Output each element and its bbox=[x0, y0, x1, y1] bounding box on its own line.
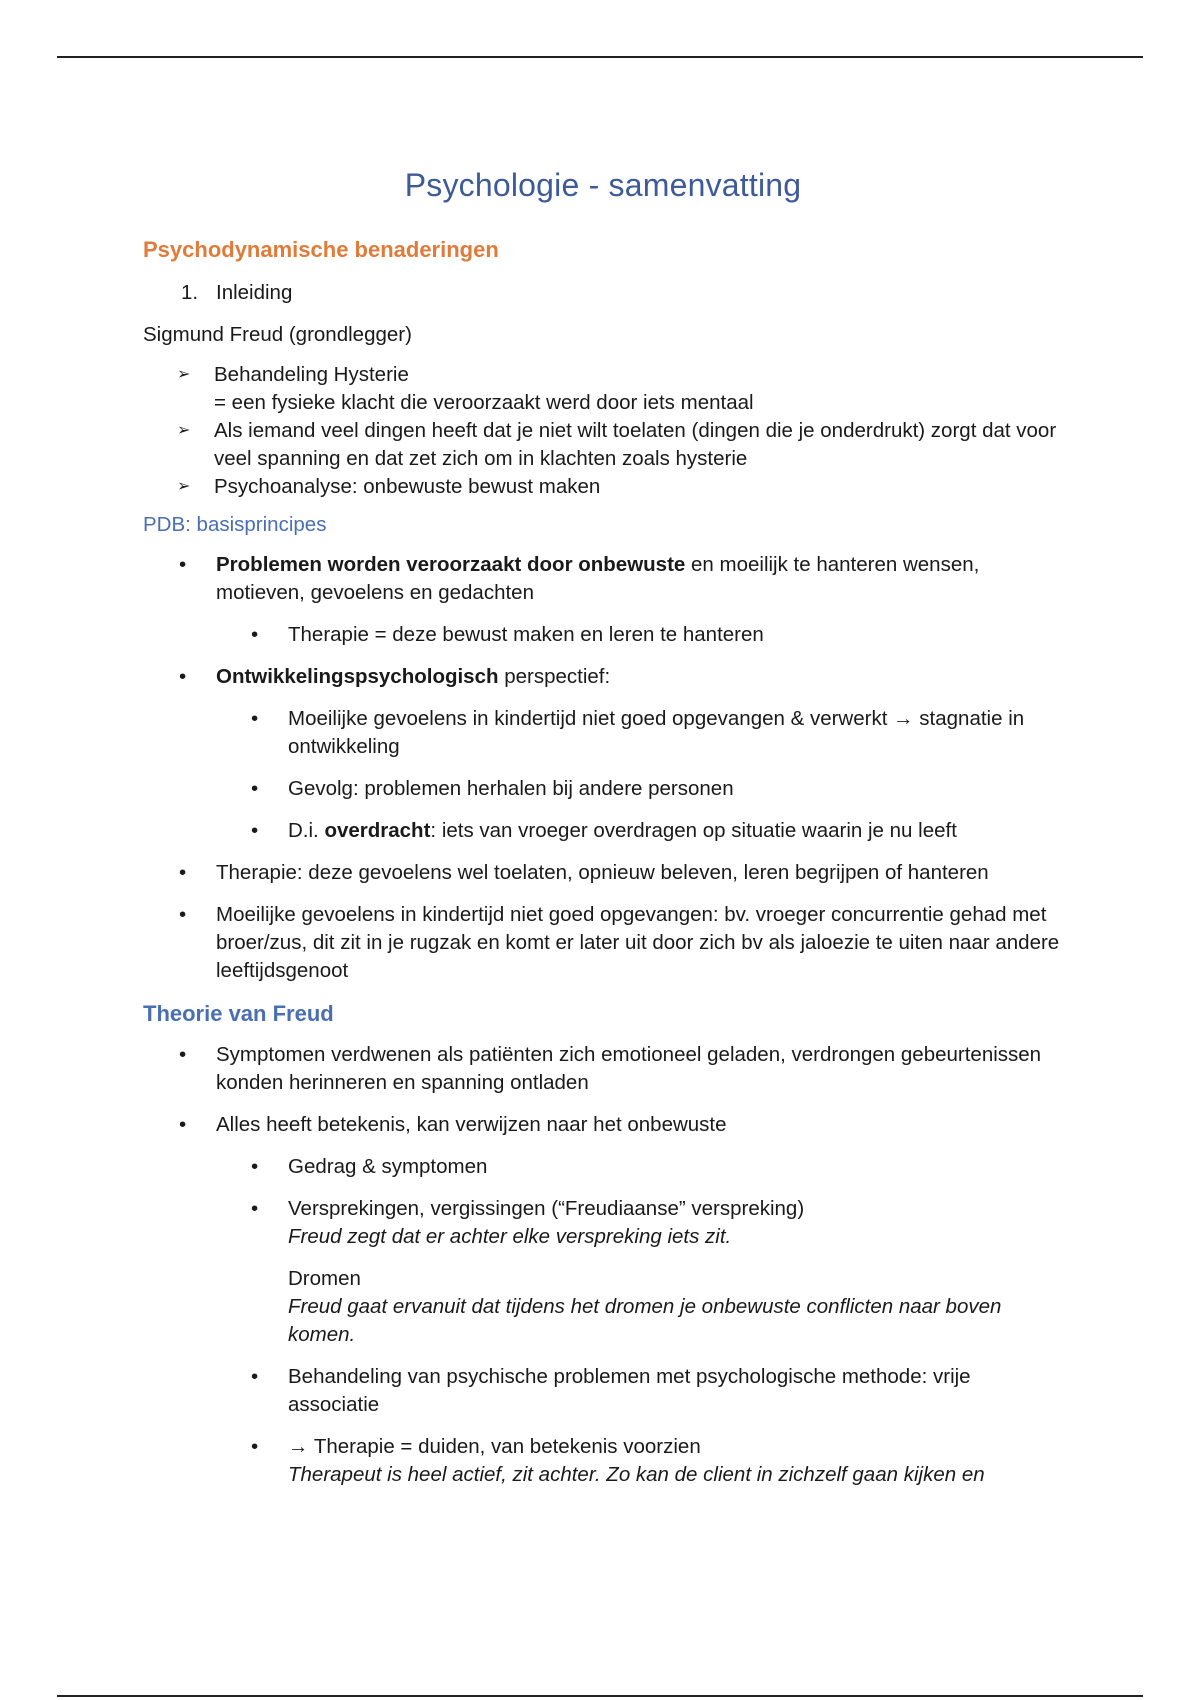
bullet-icon: • bbox=[251, 623, 259, 646]
bullet-icon: • bbox=[179, 553, 187, 576]
text-rest: : iets van vroeger overdragen op situatie waarin je nu leeft bbox=[430, 819, 957, 842]
list-item-text: Therapie: deze gevoelens wel toelaten, opnieuw beleven, leren begrijpen of hanteren bbox=[216, 861, 989, 884]
bullet-icon: • bbox=[251, 1155, 259, 1178]
sub-bullet-item bbox=[251, 1153, 1063, 1181]
subheading-basisprincipes: PDB: basisprincipes bbox=[143, 513, 327, 536]
arrow-list-item bbox=[177, 361, 1063, 417]
bullet-icon: • bbox=[179, 1043, 187, 1066]
section-heading-freud: Theorie van Freud bbox=[143, 1001, 334, 1026]
italic-note: Therapeut is heel actief, zit achter. Zo kan de client in zichzelf gaan kijken en bbox=[288, 1463, 985, 1486]
numbered-item-text: Inleiding bbox=[216, 281, 293, 304]
bold-text: Ontwikkelingspsychologisch bbox=[216, 665, 499, 688]
text-pre: D.i. bbox=[288, 819, 325, 842]
sub-bullet-item bbox=[251, 1363, 1063, 1419]
list-item-text bbox=[288, 817, 957, 845]
bullet-icon: • bbox=[251, 1197, 259, 1220]
sub-bullet-item bbox=[251, 775, 1063, 803]
page-title: Psychologie - samenvatting bbox=[404, 167, 802, 203]
bullet-item bbox=[179, 663, 1063, 691]
arrow-list bbox=[143, 361, 1063, 501]
list-number: 1. bbox=[181, 281, 199, 304]
sub-bullet-item bbox=[251, 705, 1063, 761]
text-rest: perspectief: bbox=[498, 665, 611, 688]
bullet-icon: • bbox=[251, 819, 259, 842]
bold-text: Problemen worden veroorzaakt door onbewuste bbox=[216, 553, 686, 576]
list-item-text: Moeilijke gevoelens in kindertijd niet goed opgevangen & verwerkt → stagnatie in ontwikkeling bbox=[288, 707, 1025, 758]
list-item-text: Alles heeft betekenis, kan verwijzen naar het onbewuste bbox=[216, 1113, 727, 1136]
header-rule bbox=[57, 56, 1143, 58]
sub-bullet-item bbox=[251, 621, 1063, 649]
italic-note: Freud zegt dat er achter elke verspreking iets zit. bbox=[288, 1225, 732, 1248]
bullet-icon: • bbox=[179, 1113, 187, 1136]
list-item-text bbox=[216, 551, 1063, 607]
bullet-item bbox=[179, 901, 1063, 985]
list-item-text bbox=[216, 663, 610, 691]
arrow-list-item bbox=[177, 417, 1063, 473]
bullet-icon: • bbox=[251, 707, 259, 730]
text-rest: en moeilijk te hanteren wensen, motieven, gevoelens en gedachten bbox=[216, 553, 980, 604]
italic-note: Freud gaat ervanuit dat tijdens het dromen je onbewuste conflicten naar boven komen. bbox=[288, 1295, 1002, 1346]
list-item-text: Moeilijke gevoelens in kindertijd niet goed opgevangen: bv. vroeger concurrentie gehad met broer/zus, dit zit in je rugzak en komt er later uit door zich bv als jaloezie te uiten naar andere leeftijdsgenoot bbox=[216, 903, 1060, 982]
document-page bbox=[143, 160, 1063, 1503]
arrow-bullet-icon: ➢ bbox=[177, 422, 191, 439]
list-item-text: Behandeling Hysterie bbox=[214, 363, 409, 386]
list-item-text: Therapie = deze bewust maken en leren te hanteren bbox=[288, 623, 764, 646]
bold-text: overdracht bbox=[324, 819, 431, 842]
bullet-item bbox=[179, 859, 1063, 887]
list-item-text: Gevolg: problemen herhalen bij andere personen bbox=[288, 777, 734, 800]
bullet-icon: • bbox=[251, 1365, 259, 1388]
dromen-block bbox=[288, 1265, 1063, 1349]
list-item-text: Als iemand veel dingen heeft dat je niet wilt toelaten (dingen die je onderdrukt) zorgt dat voor veel spanning en dat zet zich om in klachten zoals hysterie bbox=[214, 419, 1057, 470]
arrow-bullet-icon: ➢ bbox=[177, 366, 191, 383]
list-item-text: Psychoanalyse: onbewuste bewust maken bbox=[214, 475, 601, 498]
sub-bullet-item bbox=[251, 817, 1063, 845]
bullet-icon: • bbox=[179, 665, 187, 688]
bullet-item bbox=[179, 1041, 1063, 1097]
bullet-icon: • bbox=[251, 777, 259, 800]
footer-rule bbox=[57, 1695, 1143, 1697]
bullet-item bbox=[179, 551, 1063, 607]
list-item-text: Gedrag & symptomen bbox=[288, 1155, 488, 1178]
bullet-icon: • bbox=[179, 903, 187, 926]
list-item-text: Symptomen verdwenen als patiënten zich emotioneel geladen, verdrongen gebeurtenissen konden herinneren en spanning ontladen bbox=[216, 1043, 1042, 1094]
list-item-text: Behandeling van psychische problemen met psychologische methode: vrije associatie bbox=[288, 1365, 971, 1416]
freud-line: Sigmund Freud (grondlegger) bbox=[143, 323, 412, 346]
list-item-text: → Therapie = duiden, van betekenis voorzien bbox=[288, 1435, 701, 1458]
numbered-item bbox=[181, 279, 1063, 307]
sub-bullet-item bbox=[251, 1433, 1063, 1489]
sub-bullet-item bbox=[251, 1195, 1063, 1251]
section-heading-psychodynamic: Psychodynamische benaderingen bbox=[143, 237, 499, 262]
dromen-label: Dromen bbox=[288, 1267, 361, 1290]
arrow-bullet-icon: ➢ bbox=[177, 478, 191, 495]
arrow-list-item bbox=[177, 473, 1063, 501]
bullet-item bbox=[179, 1111, 1063, 1139]
bullet-icon: • bbox=[251, 1435, 259, 1458]
list-item-text: = een fysieke klacht die veroorzaakt werd door iets mentaal bbox=[214, 391, 754, 414]
bullet-icon: • bbox=[179, 861, 187, 884]
list-item-text: Versprekingen, vergissingen (“Freudiaanse” verspreking) bbox=[288, 1197, 805, 1220]
